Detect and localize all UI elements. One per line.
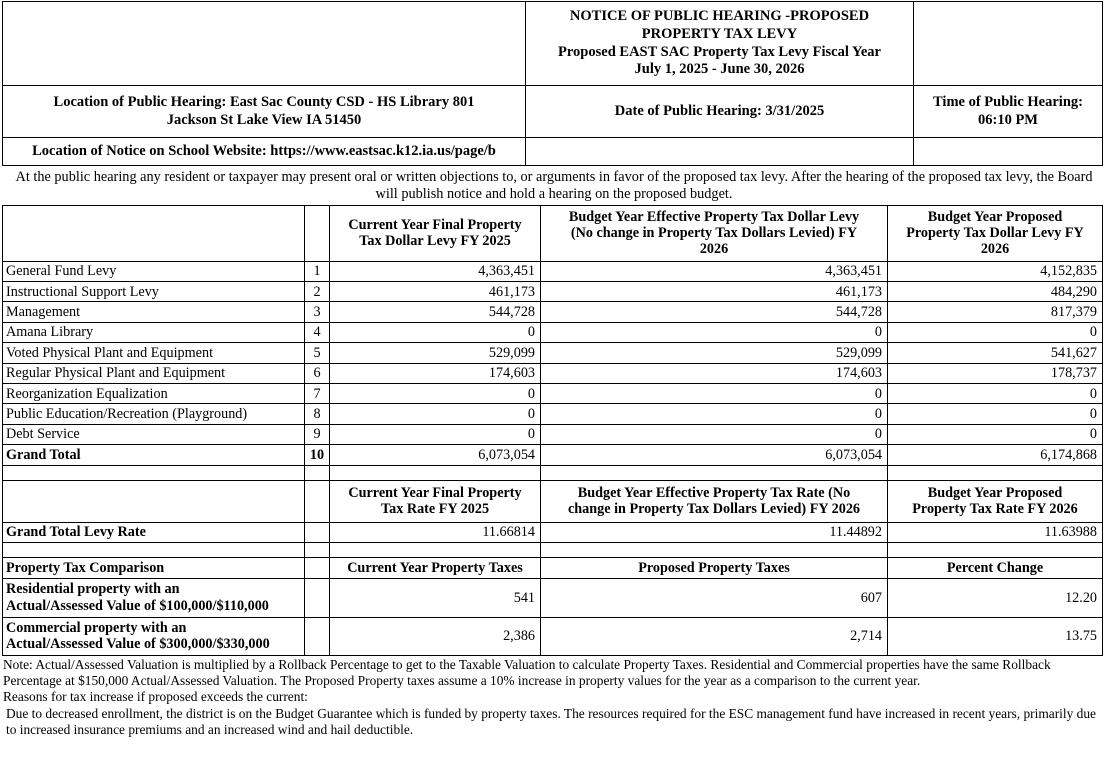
rate-row-number [305, 522, 330, 542]
levy-row-proposed: 817,379 [888, 302, 1103, 322]
table-row [3, 322, 1103, 342]
levy-row-number: 6 [305, 363, 330, 383]
levy-row-effective: 461,173 [541, 282, 888, 302]
rate-header-row [3, 480, 1103, 522]
comparison-row-label [3, 579, 305, 618]
notice-subtitle-line1: Proposed EAST SAC Property Tax Levy Fiscal Year [558, 43, 881, 60]
table-row [3, 384, 1103, 404]
spacer-cell [305, 543, 330, 558]
spacer-cell [330, 543, 541, 558]
levy-row-number: 3 [305, 302, 330, 322]
levy-row-proposed: 4,152,835 [888, 261, 1103, 281]
levy-row-current: 0 [330, 404, 541, 424]
rate-header-proposed-line1: Budget Year Proposed [927, 484, 1063, 501]
comparison-header-row [3, 558, 1103, 579]
levy-total-label: Grand Total [3, 445, 305, 465]
levy-row-proposed: 484,290 [888, 282, 1103, 302]
table-row [3, 579, 1103, 618]
levy-row-number: 7 [305, 384, 330, 404]
levy-header-current-line1: Current Year Final Property [348, 216, 522, 233]
comparison-row-current: 2,386 [330, 617, 541, 656]
notice-title-cell [526, 2, 914, 86]
levy-row-proposed: 0 [888, 322, 1103, 342]
comparison-header-proposed: Proposed Property Taxes [541, 558, 888, 579]
hearing-details-row [3, 86, 1103, 138]
comparison-row-label [3, 617, 305, 656]
comparison-header-label: Property Tax Comparison [3, 558, 305, 579]
levy-total-effective: 6,073,054 [541, 445, 888, 465]
comparison-row-current: 541 [330, 579, 541, 618]
levy-row-label: Management [3, 302, 305, 322]
rate-header-effective [541, 480, 888, 522]
levy-row-current: 544,728 [330, 302, 541, 322]
website-blank-mid-cell [526, 138, 914, 166]
spacer-cell [541, 465, 888, 480]
levy-row-effective: 0 [541, 404, 888, 424]
levy-header-row [3, 205, 1103, 261]
levy-header-effective-line1: Budget Year Effective Property Tax Dollar Levy [568, 208, 860, 225]
notice-title-line1: NOTICE OF PUBLIC HEARING -PROPOSED [569, 8, 870, 25]
levy-row-current: 0 [330, 384, 541, 404]
levy-header-proposed [888, 205, 1103, 261]
spacer-cell [305, 465, 330, 480]
rate-header-effective-line1: Budget Year Effective Property Tax Rate (No [577, 484, 851, 501]
comparison-row-blank-num [305, 617, 330, 656]
levy-row-current: 4,363,451 [330, 261, 541, 281]
levy-header-proposed-line1: Budget Year Proposed [927, 208, 1063, 225]
rollback-note-paragraph: Note: Actual/Assessed Valuation is multiplied by a Rollback Percentage to get to the Taxable Valuation to calculate Property Taxes. Residential and Commercial properties have the same Rollback Percentage at $150,000 Actual/Assessed Valuation. The Proposed Property taxes assume a 10% increase in property values for the year as a comparison to the current year. [3, 657, 1051, 688]
rate-header-current [330, 480, 541, 522]
levy-row-current: 174,603 [330, 363, 541, 383]
levy-row-effective: 0 [541, 384, 888, 404]
levy-row-proposed: 541,627 [888, 343, 1103, 363]
comparison-header-current: Current Year Property Taxes [330, 558, 541, 579]
levy-total-proposed: 6,174,868 [888, 445, 1103, 465]
comparison-header-blank-num [305, 558, 330, 579]
table-row [3, 404, 1103, 424]
notice-subtitle-line2: July 1, 2025 - June 30, 2026 [634, 61, 805, 78]
comparison-row-blank-num [305, 579, 330, 618]
rate-header-effective-line2: change in Property Tax Dollars Levied) FY 2026 [567, 501, 861, 518]
comparison-label-line2: Actual/Assessed Value of $300,000/$330,000 [6, 636, 270, 653]
spacer-cell [330, 465, 541, 480]
comparison-header-percent: Percent Change [888, 558, 1103, 579]
levy-row-effective: 0 [541, 322, 888, 342]
notice-title-line2: PROPERTY TAX LEVY [641, 25, 798, 42]
levy-header-current-year [330, 205, 541, 261]
levy-row-effective: 0 [541, 424, 888, 444]
spacer-cell [541, 543, 888, 558]
intro-line1: At the public hearing any resident or taxpayer may present oral or written objections to, or arguments in favor of the proposed tax levy. After the hearing of the proposed tax levy, [15, 169, 1033, 185]
website-notice-row [3, 138, 1103, 166]
rate-header-current-line1: Current Year Final Property [348, 484, 522, 501]
levy-row-number: 5 [305, 343, 330, 363]
grand-total-levy-rate-row [3, 522, 1103, 542]
table-row [3, 261, 1103, 281]
comparison-row-proposed: 2,714 [541, 617, 888, 656]
levy-row-effective: 174,603 [541, 363, 888, 383]
reasons-heading: Reasons for tax increase if proposed exceeds the current: [3, 689, 308, 705]
website-notice-cell: Location of Notice on School Website: https://www.eastsac.k12.ia.us/page/b [3, 138, 526, 166]
levy-data-table [2, 205, 1103, 656]
levy-header-current-line2: Tax Dollar Levy FY 2025 [359, 233, 511, 250]
rate-header-blank-label [3, 480, 305, 522]
levy-total-number: 10 [305, 445, 330, 465]
header-blank-right-cell [914, 2, 1103, 86]
levy-row-label: Reorganization Equalization [3, 384, 305, 404]
rate-header-current-line2: Tax Rate FY 2025 [380, 501, 490, 518]
levy-row-current: 0 [330, 424, 541, 444]
levy-row-number: 4 [305, 322, 330, 342]
spacer-row [3, 543, 1103, 558]
levy-row-proposed: 0 [888, 404, 1103, 424]
comparison-label-line1: Residential property with an [6, 581, 180, 597]
hearing-location-cell [3, 86, 526, 138]
levy-header-effective-line2: (No change in Property Tax Dollars Levied) FY [570, 225, 858, 242]
levy-row-number: 9 [305, 424, 330, 444]
comparison-row-percent: 13.75 [888, 617, 1103, 656]
rate-header-proposed-line2: Property Tax Rate FY 2026 [912, 501, 1078, 518]
rate-header-proposed [888, 480, 1103, 522]
hearing-date-cell: Date of Public Hearing: 3/31/2025 [526, 86, 914, 138]
levy-row-label: Public Education/Recreation (Playground) [3, 404, 305, 424]
rate-header-blank-num [305, 480, 330, 522]
levy-row-effective: 529,099 [541, 343, 888, 363]
footer-notes [3, 657, 1107, 737]
rate-row-label: Grand Total Levy Rate [3, 522, 305, 542]
hearing-header-table [2, 1, 1103, 166]
levy-total-current: 6,073,054 [330, 445, 541, 465]
comparison-label-line2: Actual/Assessed Value of $100,000/$110,000 [6, 597, 269, 614]
header-blank-left-cell [3, 2, 526, 86]
levy-row-proposed: 0 [888, 384, 1103, 404]
levy-header-effective-line3: 2026 [699, 241, 729, 258]
levy-row-number: 8 [305, 404, 330, 424]
levy-row-current: 0 [330, 322, 541, 342]
levy-header-effective [541, 205, 888, 261]
levy-row-current: 461,173 [330, 282, 541, 302]
levy-row-current: 529,099 [330, 343, 541, 363]
table-row [3, 424, 1103, 444]
hearing-time-cell [914, 86, 1103, 138]
reasons-paragraph: Due to decreased enrollment, the district is on the Budget Guarantee which is funded by property taxes. The resources required for the ESC management fund have increased in recent years, primarily due to increased insurance premiums and an increased wind and hail deductible. [6, 706, 1096, 737]
hearing-location-line2: Jackson St Lake View IA 51450 [166, 111, 362, 128]
levy-row-label: Instructional Support Levy [3, 282, 305, 302]
levy-row-label: Debt Service [3, 424, 305, 444]
levy-row-label: Voted Physical Plant and Equipment [3, 343, 305, 363]
levy-row-number: 2 [305, 282, 330, 302]
levy-row-effective: 544,728 [541, 302, 888, 322]
table-row [3, 363, 1103, 383]
spacer-cell [888, 465, 1103, 480]
public-hearing-intro-paragraph [4, 169, 1104, 203]
table-row [3, 282, 1103, 302]
comparison-row-percent: 12.20 [888, 579, 1103, 618]
levy-row-effective: 4,363,451 [541, 261, 888, 281]
levy-row-proposed: 0 [888, 424, 1103, 444]
levy-row-proposed: 178,737 [888, 363, 1103, 383]
rate-row-current: 11.66814 [330, 522, 541, 542]
spacer-cell [888, 543, 1103, 558]
levy-header-blank-num [305, 205, 330, 261]
levy-row-label: Amana Library [3, 322, 305, 342]
tax-levy-notice-page [0, 1, 1108, 771]
spacer-row [3, 465, 1103, 480]
spacer-cell [3, 543, 305, 558]
rate-row-proposed: 11.63988 [888, 522, 1103, 542]
website-blank-right-cell [914, 138, 1103, 166]
rate-row-effective: 11.44892 [541, 522, 888, 542]
table-row [3, 617, 1103, 656]
table-row [3, 302, 1103, 322]
levy-row-label: Regular Physical Plant and Equipment [3, 363, 305, 383]
intro-line2: the Board will publish notice and hold a hearing on the proposed budget. [375, 169, 1093, 202]
levy-row-label: General Fund Levy [3, 261, 305, 281]
hearing-time-value: 06:10 PM [978, 111, 1038, 128]
levy-header-proposed-line2: Property Tax Dollar Levy FY [906, 225, 1084, 242]
hearing-time-label: Time of Public Hearing: [933, 93, 1083, 110]
spacer-cell [3, 465, 305, 480]
comparison-label-line1: Commercial property with an [6, 619, 187, 636]
hearing-location-line1: Location of Public Hearing: East Sac County CSD - HS Library 801 [53, 93, 475, 110]
table-row [3, 343, 1103, 363]
comparison-row-proposed: 607 [541, 579, 888, 618]
levy-header-blank-label [3, 205, 305, 261]
levy-row-number: 1 [305, 261, 330, 281]
levy-header-proposed-line3: 2026 [980, 241, 1010, 258]
notice-title-row [3, 2, 1103, 86]
levy-grand-total-row [3, 445, 1103, 465]
